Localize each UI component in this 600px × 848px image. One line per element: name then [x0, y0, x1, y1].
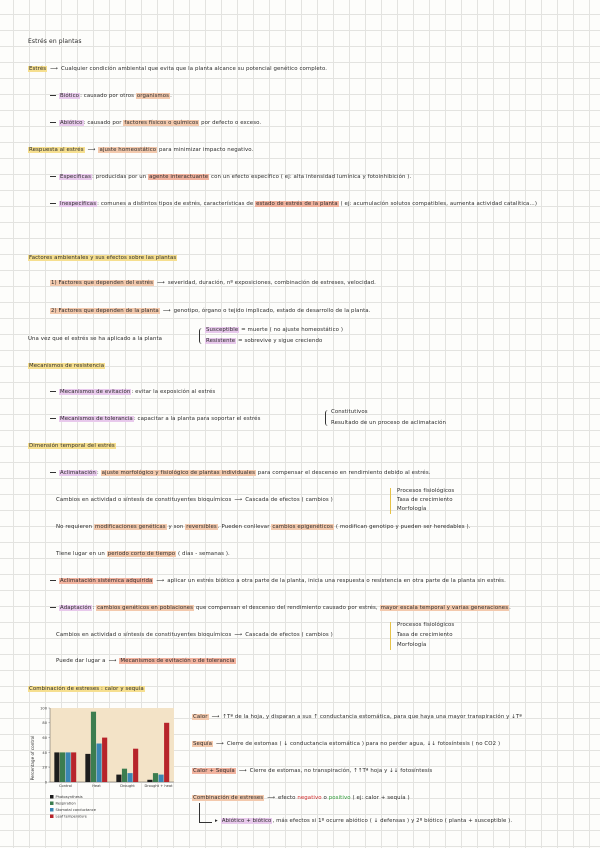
- arrow-icon: ⟶: [234, 497, 243, 503]
- cambios1-b2: Tasa de crecimiento: [397, 497, 453, 503]
- sequia-term: Sequía: [193, 741, 212, 747]
- estres-line: [28, 66, 327, 73]
- calor-def: ↑Tª de la hoja, y disparan a sus ↑ conductancia estomática, para que haya una mayor transpiración y ↓Tª: [222, 714, 522, 720]
- abiotico-hl: factores físicos o químicos: [124, 120, 199, 126]
- bar-0-0: [54, 752, 59, 782]
- cambios1-b1: Procesos fisiológicos: [397, 488, 455, 494]
- legend-label: Respiration: [55, 801, 76, 806]
- bracket-icon: [388, 488, 391, 514]
- noreq-hl3: cambios epigenéticos: [272, 524, 333, 530]
- cambios2-text: Cambios en actividad o síntesis de constituyentes bioquímicos: [56, 632, 232, 638]
- combest-a: efecto: [278, 795, 298, 801]
- abiotico-end: por defecto o exceso.: [199, 120, 262, 126]
- f2-line: [50, 308, 371, 315]
- tiene-a: Tiene lugar en un: [56, 551, 107, 557]
- page-title: Estrés en plantas: [28, 38, 82, 45]
- cambios2-b3: Morfología: [397, 642, 427, 648]
- y-tick-label: 20: [42, 765, 47, 770]
- combest-pos: positivo: [328, 795, 351, 801]
- f2-def: genotipo, órgano o tejido implicado, estado de desarrollo de la planta.: [173, 308, 371, 314]
- dash-icon: [50, 176, 56, 177]
- abiotbiot-line: [215, 818, 512, 825]
- puede-a: Puede dar lugar a: [56, 658, 106, 664]
- tolerancia-line: [50, 416, 260, 423]
- bracket-icon: [388, 622, 391, 650]
- bar-chart: [28, 700, 178, 825]
- legend-label: Leaf temperature: [55, 814, 87, 819]
- evitacion-term: Mecanismos de evitación: [60, 389, 131, 395]
- sistemica-line: [50, 578, 506, 585]
- combest-term: Combinación de estreses: [193, 795, 264, 801]
- dimension-heading-text: Dimensión temporal del estrés: [29, 443, 115, 449]
- x-tick-label: Control: [59, 784, 72, 788]
- legend-label: Stomatal conductance: [55, 808, 96, 812]
- dash-icon: [50, 418, 56, 419]
- dash-icon: [50, 95, 56, 96]
- especificas-line: [50, 174, 411, 181]
- bar-1-1: [91, 712, 96, 782]
- y-tick-label: 40: [42, 750, 47, 755]
- inespecificas-hl: estado de estrés de la planta: [256, 201, 338, 207]
- biotico-term: Biótico: [60, 93, 80, 99]
- bar-3-1: [153, 773, 158, 782]
- susceptible-line: [205, 327, 343, 334]
- bar-2-0: [116, 775, 121, 782]
- aclimatacion-term: Aclimatación: [60, 470, 96, 476]
- estres-term: Estrés: [29, 66, 47, 72]
- sistemica-term: Aclimatación sistémica adquirida: [60, 578, 153, 584]
- adaptacion-a: que compensan el descenso del rendimiento causado por estrés,: [194, 605, 380, 611]
- f1-line: [50, 280, 376, 287]
- combinacion-heading: [28, 686, 145, 693]
- cambios2-line: [56, 632, 333, 639]
- cambios2-b1: Procesos fisiológicos: [397, 622, 455, 628]
- especificas-def: : producidas por un: [92, 174, 149, 180]
- bar-3-0: [147, 780, 152, 782]
- legend-swatch: [50, 808, 54, 812]
- combest-c: ( ej: calor + sequía ): [350, 795, 410, 801]
- bar-2-2: [128, 773, 133, 782]
- adaptacion-line: Adaptación: cambios genéticos en poblaciones que compensan el descenso del rendimiento causado por estrés, mayor escala temporal y varias generaciones.: [60, 605, 511, 611]
- cambios1-text: Cambios en actividad o síntesis de constituyentes bioquímicos: [56, 497, 232, 503]
- noreq-a: No requieren: [56, 524, 94, 530]
- sequia-def: Cierre de estomas ( ↓ conductancia estomática ) para no perder agua, ↓↓ fotosíntesis ( no CO2 ): [226, 741, 501, 747]
- arrow-icon: ⟶: [238, 768, 247, 774]
- abiotbiot-def: , más efectos si 1º ocurre abiótico ( ↓ defensas ) y 2º biótico ( planta + susceptible ).: [272, 818, 513, 824]
- cambios1-b3: Morfología: [397, 506, 427, 512]
- aclimatacion-line: Aclimatación: ajuste morfológico y fisiológico de plantas individuales para compensar el descenso en rendimiento debido al estrés.: [60, 470, 431, 476]
- calor-line: [192, 714, 522, 721]
- cambios2-b2: Tasa de crecimiento: [397, 632, 453, 638]
- biotico-hl: organismos: [136, 93, 170, 99]
- bar-0-2: [66, 752, 71, 782]
- abiotico-def: : causado por: [83, 120, 124, 126]
- resistente-line: [205, 338, 322, 345]
- especificas-term: Específicas: [60, 174, 91, 180]
- calor-term: Calor: [193, 714, 208, 720]
- dimension-heading: [28, 443, 116, 450]
- combest-line: [192, 795, 410, 802]
- tiene-hl: periodo corto de tiempo: [107, 551, 176, 557]
- y-tick-label: 80: [42, 721, 47, 726]
- respuesta-line: [28, 147, 253, 154]
- respuesta-def: para minimizar impacto negativo.: [157, 147, 254, 153]
- tolerancia-def: : capacitar a la planta para soportar el estrés: [133, 416, 261, 422]
- adaptacion-hl2: mayor escala temporal y varias generaciones: [380, 605, 509, 611]
- tiene-line: [56, 551, 230, 558]
- legend-swatch: [50, 815, 54, 819]
- abiotbiot-term: Abiótico + biótico: [221, 818, 272, 824]
- x-tick-label: Heat: [92, 784, 101, 788]
- bar-2-1: [122, 769, 127, 782]
- bar-2-3: [133, 749, 138, 782]
- puede-line: [56, 658, 236, 665]
- arrow-icon: ⟶: [215, 741, 224, 747]
- constitutivos-text: Constitutivos: [331, 409, 368, 415]
- y-tick-label: 0: [44, 780, 47, 785]
- dash-icon: [50, 580, 56, 581]
- susceptible-term: Susceptible: [206, 327, 239, 333]
- inespecificas-line: [50, 201, 537, 208]
- respuesta-hl: ajuste homeostático: [99, 147, 157, 153]
- legend-swatch: [50, 795, 54, 799]
- noreq-c: . Pueden conllevar: [217, 524, 272, 530]
- bar-0-1: [60, 752, 65, 782]
- aplicado-lead: Una vez que el estrés se ha aplicado a la planta: [28, 336, 163, 342]
- calorsequia-line: [192, 768, 432, 775]
- combinacion-heading-text: Combinación de estreses : calor y sequía: [29, 686, 144, 692]
- aclimatacion-hl: ajuste morfológico y fisiológico de plantas individuales: [101, 470, 255, 476]
- arrow-icon: ▸: [215, 818, 218, 824]
- respuesta-term: Respuesta al estrés: [29, 147, 84, 153]
- dash-icon: [50, 607, 56, 608]
- noreq-hl1: modificaciones genéticas: [94, 524, 166, 530]
- especificas-hl: agente interactuante: [149, 174, 209, 180]
- adaptacion-b: .: [509, 605, 511, 611]
- arrow-icon: ⟶: [87, 147, 96, 153]
- x-tick-label: Drought: [120, 784, 135, 788]
- calorsequia-term: Calor + Sequía: [193, 768, 235, 774]
- cambios1-result: Cascada de efectos ( cambios ): [245, 497, 333, 503]
- arrow-icon: ⟶: [211, 714, 220, 720]
- bar-3-3: [164, 723, 169, 782]
- legend-label: Photosynthesis: [55, 795, 83, 799]
- sistemica-def: aplicar un estrés biótico a otra parte de la planta, inicia una respuesta o resistencia en otra parte de la planta sin estrés.: [167, 578, 506, 584]
- bar-1-3: [102, 738, 107, 782]
- susceptible-def: = muerte ( no ajuste homeostático ): [239, 327, 344, 333]
- mecanismos-heading-text: Mecanismos de resistencia: [29, 363, 105, 369]
- legend-swatch: [50, 802, 54, 806]
- biotico-end: .: [170, 93, 172, 99]
- chart-ylabel: Percentage of control: [30, 735, 35, 781]
- dash-icon: [50, 391, 56, 392]
- arrow-icon: ⟶: [156, 578, 165, 584]
- combest-b: o: [321, 795, 329, 801]
- f2-term: 2) Factores que dependen de la planta: [51, 308, 159, 314]
- bar-1-2: [97, 744, 102, 782]
- especificas-end: con un efecto específico ( ej: alta intensidad lumínica y fotoinhibición ).: [209, 174, 412, 180]
- biotico-def: : causado por otros: [80, 93, 136, 99]
- arrow-icon: ⟶: [267, 795, 276, 801]
- adaptacion-hl1: cambios genéticos en poblaciones: [97, 605, 194, 611]
- puede-hl: Mecanismos de evitación o de tolerancia: [120, 658, 235, 664]
- factores-heading: [28, 255, 177, 262]
- cambios1-line: [56, 497, 333, 504]
- tiene-b: ( días - semanas ).: [176, 551, 230, 557]
- cambios2-result: Cascada de efectos ( cambios ): [245, 632, 333, 638]
- mecanismos-heading: [28, 363, 105, 370]
- arrow-icon: ⟶: [162, 308, 171, 314]
- bar-3-2: [159, 775, 164, 782]
- sequia-line: [192, 741, 500, 748]
- bar-0-3: [71, 752, 76, 782]
- resistente-def: = sobrevive y sigue creciendo: [236, 338, 323, 344]
- brace-icon: [199, 328, 204, 344]
- inespecificas-def: : comunes a distintos tipos de estrés, características de: [97, 201, 256, 207]
- inespecificas-term: Inespecíficas: [60, 201, 97, 207]
- brace-icon: [325, 410, 330, 426]
- biotico-line: [50, 93, 172, 100]
- arrow-icon: ⟶: [50, 66, 58, 72]
- aclimatacion-result-text: Resultado de un proceso de aclimatación: [331, 420, 447, 426]
- arrow-icon: ⟶: [108, 658, 117, 664]
- bar-1-0: [85, 754, 90, 782]
- factores-heading-text: Factores ambientales y sus efectos sobre las plantas: [29, 255, 177, 261]
- y-tick-label: 60: [42, 736, 47, 740]
- y-tick-label: 100: [40, 706, 47, 711]
- estres-def: Cualquier condición ambiental que evita que la planta alcance su potencial genético completo.: [60, 66, 328, 72]
- calorsequia-def: Cierre de estomas, no transpiración, ↑↑Tª hoja y ↓↓ fotosíntesis: [249, 768, 433, 774]
- inespecificas-end: ( ej: acumulación solutos compatibles, aumenta actividad catalítica...): [338, 201, 538, 207]
- resistente-term: Resistente: [206, 338, 236, 344]
- dash-icon: [50, 203, 56, 204]
- connector-icon: [199, 803, 212, 823]
- combest-neg: negativo: [297, 795, 322, 801]
- abiotico-line: [50, 120, 261, 127]
- evitacion-def: : evitar la exposición al estrés: [131, 389, 216, 395]
- noreq-line: [56, 524, 471, 531]
- evitacion-line: [50, 389, 215, 396]
- aclimatacion-def: para compensar el descenso en rendimiento debido al estrés.: [255, 470, 431, 476]
- arrow-icon: ⟶: [157, 280, 165, 286]
- x-tick-label: Drought + heat: [144, 784, 173, 788]
- dash-icon: [50, 472, 56, 473]
- tolerancia-term: Mecanismos de tolerancia: [60, 416, 133, 422]
- f1-def: severidad, duración, nº exposiciones, combinación de estreses, velocidad.: [167, 280, 376, 286]
- arrow-icon: ⟶: [234, 632, 243, 638]
- noreq-b: y son: [166, 524, 186, 530]
- noreq-hl2: reversibles: [186, 524, 217, 530]
- f1-term: 1) Factores que dependen del estrés: [51, 280, 154, 286]
- dash-icon: [50, 122, 56, 123]
- noreq-d: ( modifican genotipo y pueden ser heredables ).: [334, 524, 471, 530]
- abiotico-term: Abiótico: [60, 120, 83, 126]
- adaptacion-term: Adaptación: [60, 605, 92, 611]
